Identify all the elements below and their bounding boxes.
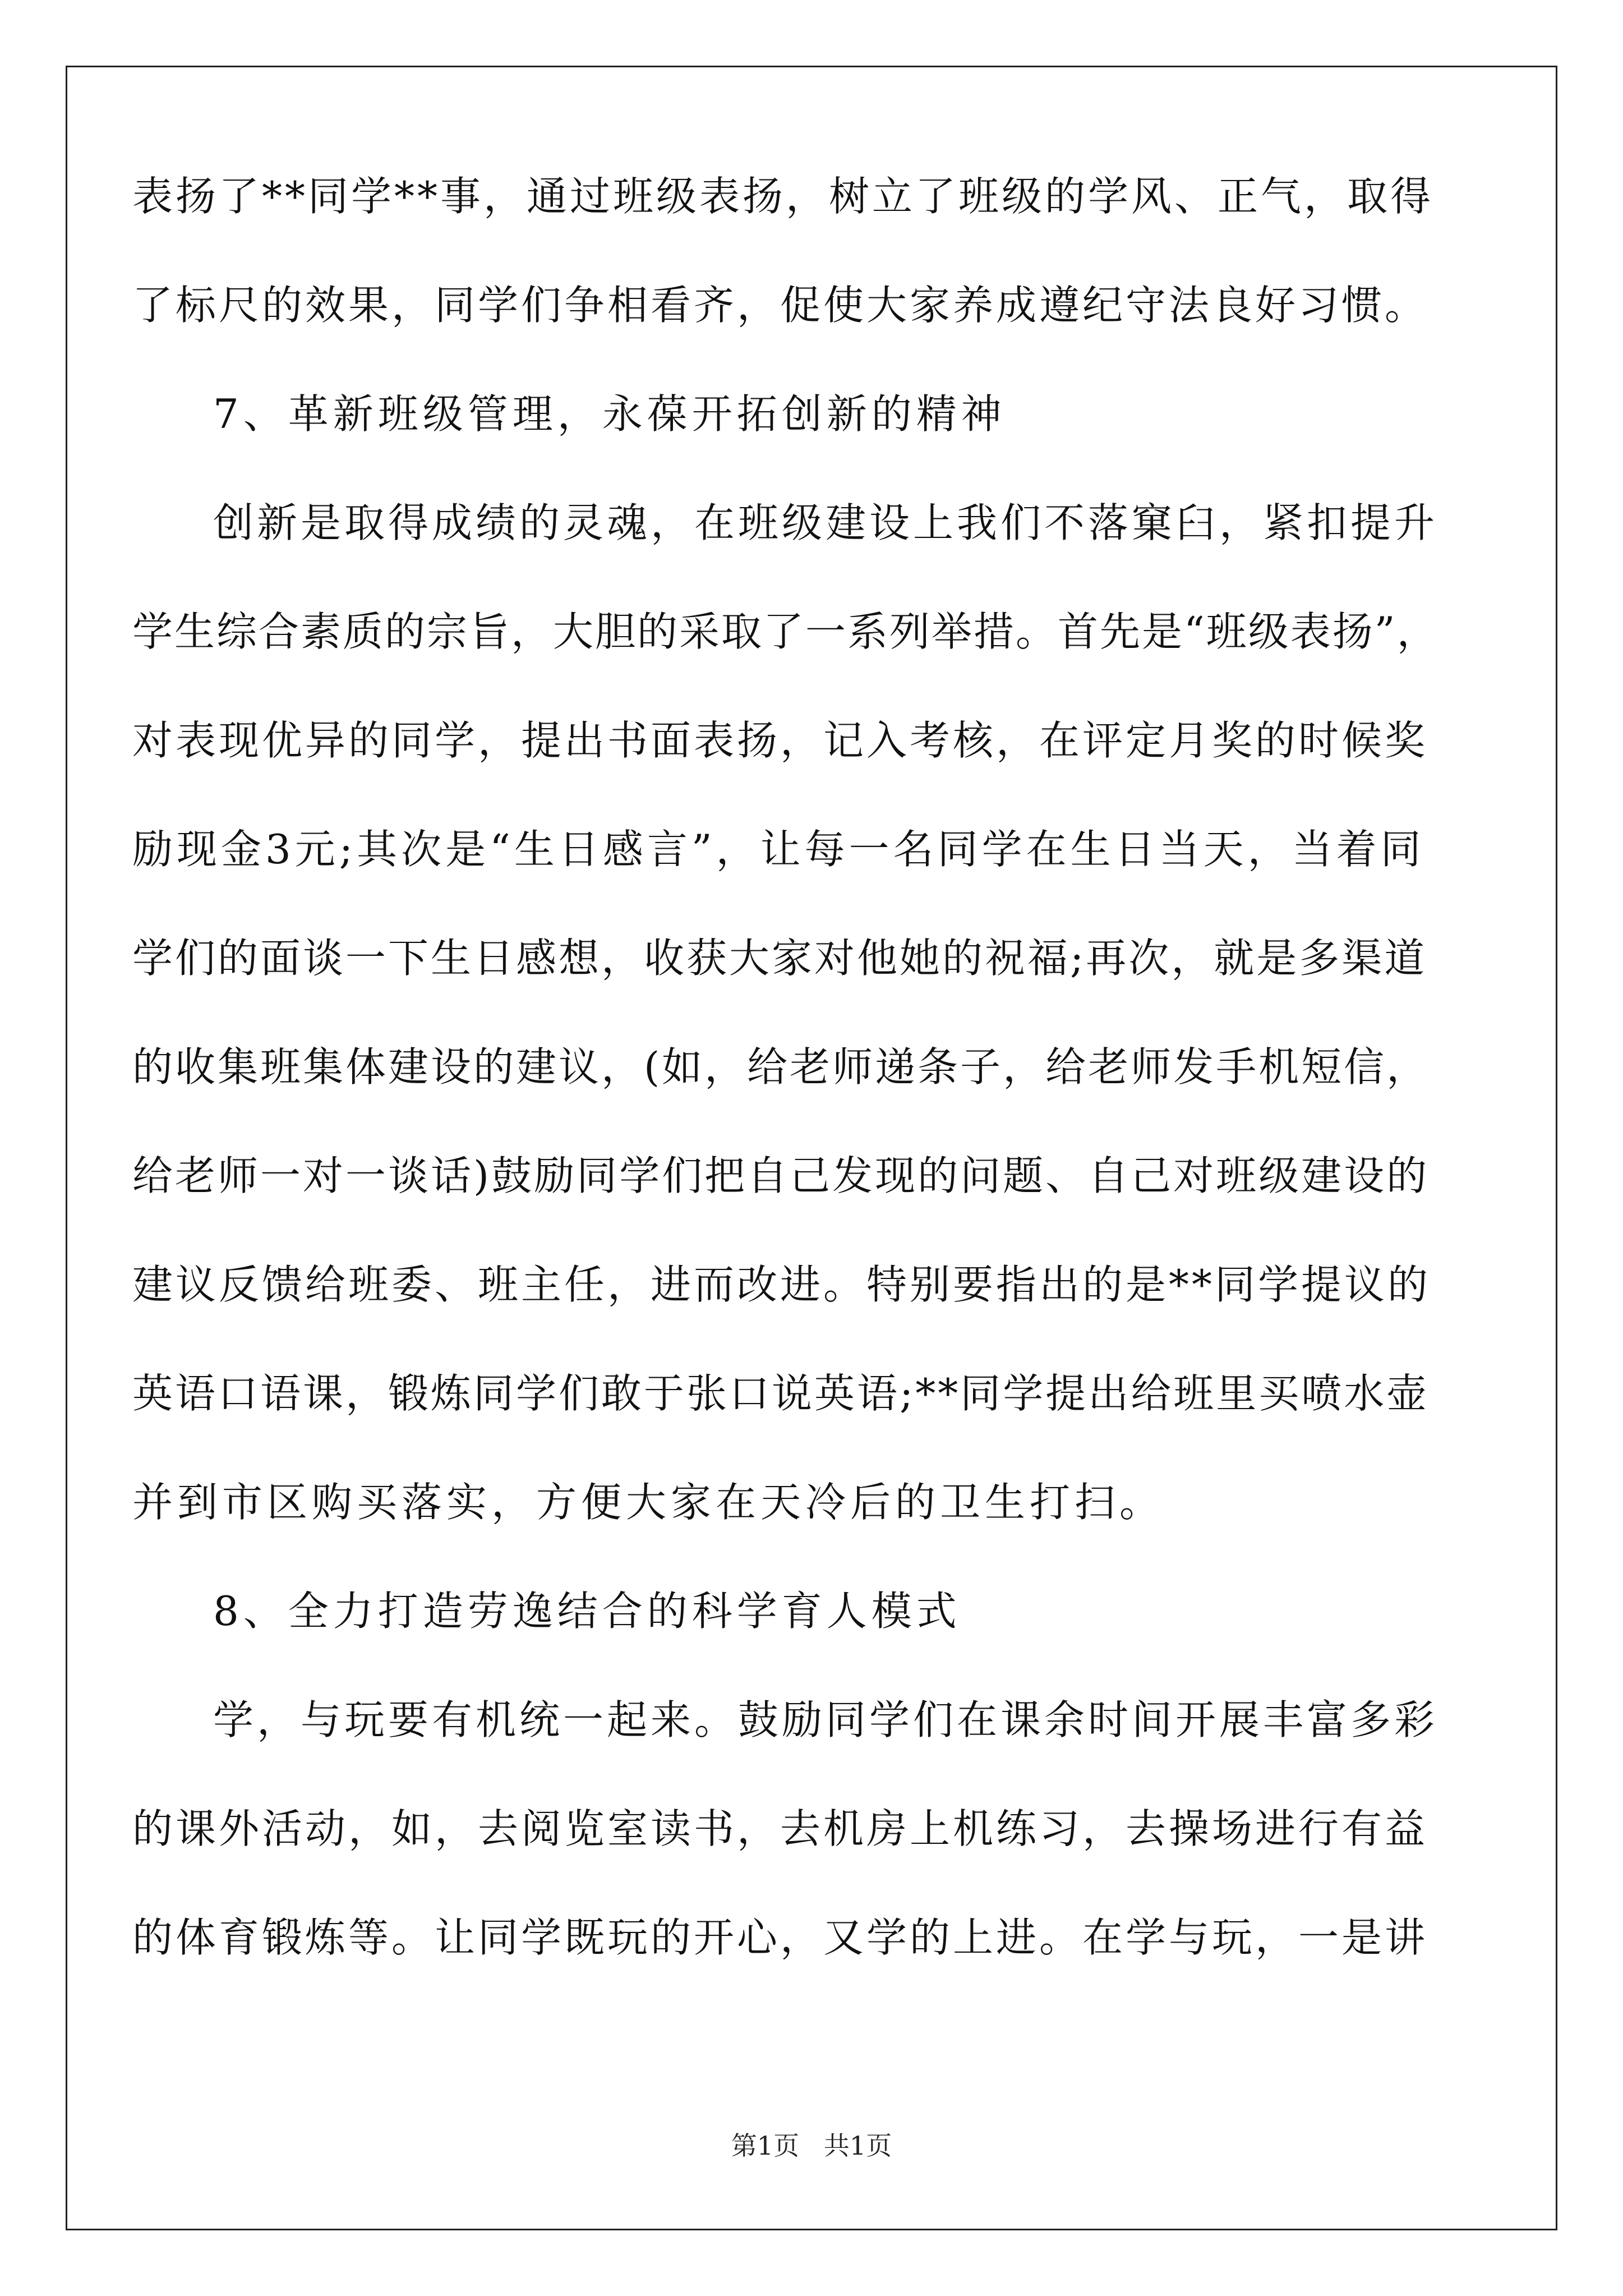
text-line: 建议反馈给班委、班主任，进而改进。特别要指出的是**同学提议的	[132, 1261, 1431, 1308]
section-heading: 8、全力打造劳逸结合的科学育人模式	[213, 1588, 961, 1635]
text-line: 创新是取得成绩的灵魂，在班级建设上我们不落窠臼，紧扣提升	[213, 499, 1438, 546]
text-line: 对表现优异的同学，提出书面表扬，记入考核，在评定月奖的时候奖	[132, 717, 1428, 764]
text-line: 学们的面谈一下生日感想，收获大家对他她的祝福;再次，就是多渠道	[132, 935, 1427, 982]
text-line: 学，与玩要有机统一起来。鼓励同学们在课余时间开展丰富多彩	[213, 1696, 1438, 1743]
text-line: 并到市区购买落实，方便大家在天冷后的卫生打扫。	[132, 1479, 1165, 1526]
text-line: 英语口语课，锻炼同学们敢于张口说英语;**同学提出给班里买喷水壶	[132, 1370, 1430, 1417]
section-heading: 7、革新班级管理，永葆开拓创新的精神	[213, 390, 1006, 438]
text-line: 表扬了**同学**事，通过班级表扬，树立了班级的学风、正气，取得	[132, 173, 1434, 220]
text-line: 的课外活动，如，去阅览室读书，去机房上机练习，去操场进行有益	[132, 1805, 1428, 1852]
text-line: 了标尺的效果，同学们争相看齐，促使大家养成遵纪守法良好习惯。	[132, 282, 1428, 329]
page-number-footer: 第1页 共1页	[731, 2131, 892, 2161]
text-line: 励现金3元;其次是“生日感言”，让每一名同学在生日当天，当着同	[132, 826, 1425, 873]
text-line: 给老师一对一谈话)鼓励同学们把自己发现的问题、自己对班级建设的	[132, 1152, 1430, 1199]
text-line: 学生综合素质的宗旨，大胆的采取了一系列举措。首先是“班级表扬”，	[132, 608, 1439, 655]
text-line: 的体育锻炼等。让同学既玩的开心，又学的上进。在学与玩，一是讲	[132, 1914, 1428, 1961]
text-line: 的收集班集体建设的建议，(如，给老师递条子，给老师发手机短信，	[132, 1043, 1430, 1091]
